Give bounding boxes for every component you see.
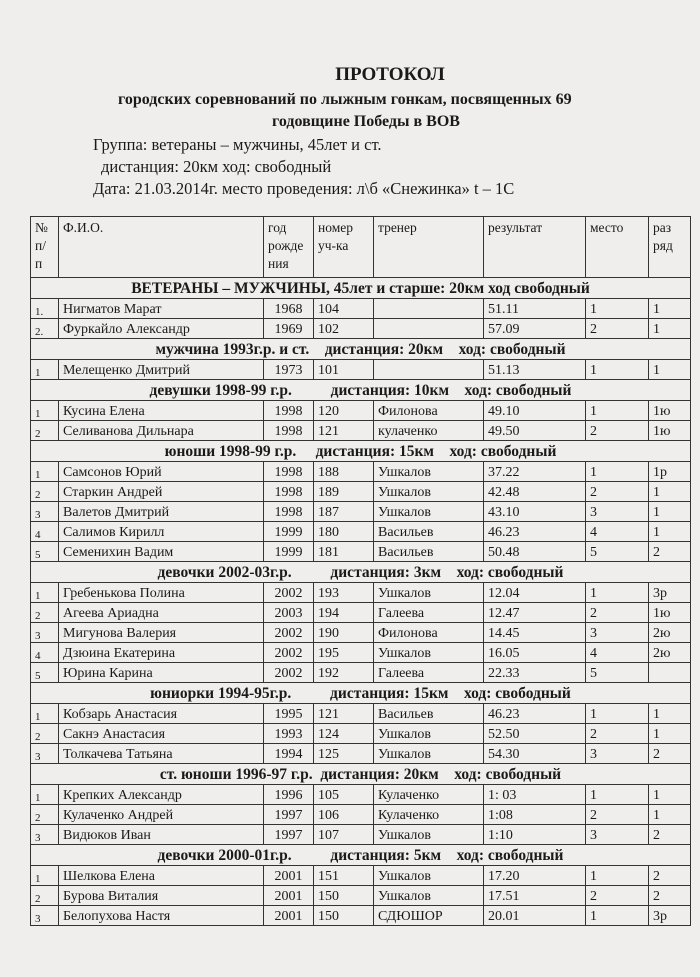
cell-result: 49.50 — [484, 421, 586, 441]
cell-place: 2 — [586, 724, 649, 744]
cell-bib: 106 — [314, 805, 374, 825]
cell-num: 2 — [31, 724, 59, 744]
cell-num: 2 — [31, 603, 59, 623]
cell-place: 1 — [586, 704, 649, 724]
table-row — [31, 785, 691, 805]
cell-name: Сакнэ Анастасия — [59, 724, 264, 744]
cell-result: 17.20 — [484, 866, 586, 886]
cell-coach: Филонова — [374, 401, 484, 421]
cell-year: 1968 — [264, 299, 314, 319]
cell-num: 4 — [31, 643, 59, 663]
cell-bib: 180 — [314, 522, 374, 542]
cell-name: Мелещенко Дмитрий — [59, 360, 264, 380]
cell-rank: 1 — [649, 360, 691, 380]
cell-bib: 120 — [314, 401, 374, 421]
cell-num: 1 — [31, 462, 59, 482]
cell-result: 52.50 — [484, 724, 586, 744]
cell-bib: 121 — [314, 421, 374, 441]
cell-place: 2 — [586, 421, 649, 441]
cell-year: 2001 — [264, 906, 314, 926]
table-row — [31, 825, 691, 845]
cell-place: 2 — [586, 319, 649, 339]
table-row — [31, 299, 691, 319]
group-title: ст. юноши 1996-97 г.р. дистанция: 20км ход: свободный — [31, 764, 691, 785]
cell-num: 3 — [31, 906, 59, 926]
cell-place: 2 — [586, 603, 649, 623]
table-row — [31, 866, 691, 886]
cell-year: 1997 — [264, 825, 314, 845]
cell-place: 1 — [586, 401, 649, 421]
cell-rank: 1 — [649, 502, 691, 522]
cell-name: Толкачева Татьяна — [59, 744, 264, 764]
cell-name: Юрина Карина — [59, 663, 264, 683]
table-row — [31, 663, 691, 683]
table-row — [31, 805, 691, 825]
cell-result: 20.01 — [484, 906, 586, 926]
cell-coach: кулаченко — [374, 421, 484, 441]
cell-place: 4 — [586, 522, 649, 542]
cell-rank: 1 — [649, 805, 691, 825]
cell-place: 3 — [586, 623, 649, 643]
table-row — [31, 462, 691, 482]
cell-rank: 1р — [649, 462, 691, 482]
cell-rank: 1ю — [649, 603, 691, 623]
cell-result: 14.45 — [484, 623, 586, 643]
cell-place: 1 — [586, 360, 649, 380]
cell-place: 1 — [586, 583, 649, 603]
cell-year: 1973 — [264, 360, 314, 380]
cell-coach — [374, 360, 484, 380]
cell-result: 1:08 — [484, 805, 586, 825]
cell-rank: 2 — [649, 825, 691, 845]
cell-result: 43.10 — [484, 502, 586, 522]
cell-place: 1 — [586, 906, 649, 926]
cell-num: 3 — [31, 502, 59, 522]
cell-name: Агеева Ариадна — [59, 603, 264, 623]
cell-place: 4 — [586, 643, 649, 663]
cell-coach: Галеева — [374, 663, 484, 683]
cell-bib: 193 — [314, 583, 374, 603]
cell-rank: 2ю — [649, 643, 691, 663]
cell-coach: Васильев — [374, 522, 484, 542]
cell-result: 57.09 — [484, 319, 586, 339]
col-bib-header: номер уч-ка — [314, 217, 374, 278]
cell-num: 5 — [31, 663, 59, 683]
cell-num: 1 — [31, 401, 59, 421]
cell-year: 1998 — [264, 482, 314, 502]
cell-coach: Ушкалов — [374, 502, 484, 522]
group-header-row — [31, 845, 691, 866]
table-row — [31, 319, 691, 339]
cell-year: 1998 — [264, 421, 314, 441]
col-name-header: Ф.И.О. — [59, 217, 264, 278]
cell-coach: Ушкалов — [374, 886, 484, 906]
group-title: девушки 1998-99 г.р. дистанция: 10км ход: свободный — [31, 380, 691, 401]
cell-coach: Ушкалов — [374, 744, 484, 764]
cell-bib: 151 — [314, 866, 374, 886]
cell-name: Кулаченко Андрей — [59, 805, 264, 825]
cell-rank: 2 — [649, 866, 691, 886]
cell-year: 2002 — [264, 583, 314, 603]
cell-bib: 125 — [314, 744, 374, 764]
cell-year: 1996 — [264, 785, 314, 805]
cell-rank: 2 — [649, 886, 691, 906]
cell-rank: 3р — [649, 583, 691, 603]
cell-year: 1993 — [264, 724, 314, 744]
cell-result: 37.22 — [484, 462, 586, 482]
group-header-row — [31, 562, 691, 583]
col-num-header: № п/ п — [31, 217, 59, 278]
cell-num: 1 — [31, 866, 59, 886]
cell-num: 3 — [31, 623, 59, 643]
cell-coach: Кулаченко — [374, 785, 484, 805]
cell-num: 1 — [31, 785, 59, 805]
cell-coach: Ушкалов — [374, 866, 484, 886]
table-row — [31, 542, 691, 562]
cell-name: Гребенькова Полина — [59, 583, 264, 603]
cell-rank: 1ю — [649, 401, 691, 421]
group-header-row — [31, 764, 691, 785]
cell-num: 2 — [31, 886, 59, 906]
cell-num: 1 — [31, 360, 59, 380]
cell-name: Дзюина Екатерина — [59, 643, 264, 663]
cell-year: 1999 — [264, 522, 314, 542]
cell-name: Крепких Александр — [59, 785, 264, 805]
cell-coach: Васильев — [374, 704, 484, 724]
cell-result: 51.11 — [484, 299, 586, 319]
distance-line: дистанция: 20км ход: свободный — [101, 157, 332, 176]
group-header-row — [31, 441, 691, 462]
cell-rank: 2ю — [649, 623, 691, 643]
group-line: Группа: ветераны – мужчины, 45лет и ст. — [93, 135, 382, 154]
table-row — [31, 886, 691, 906]
cell-num: 2 — [31, 421, 59, 441]
col-coach-header: тренер — [374, 217, 484, 278]
table-row — [31, 906, 691, 926]
cell-result: 1: 03 — [484, 785, 586, 805]
col-place-header: место — [586, 217, 649, 278]
cell-coach: СДЮШОР — [374, 906, 484, 926]
cell-result: 12.04 — [484, 583, 586, 603]
cell-rank: 2 — [649, 542, 691, 562]
cell-year: 1998 — [264, 401, 314, 421]
table-row — [31, 724, 691, 744]
cell-name: Видюков Иван — [59, 825, 264, 845]
cell-result: 12.47 — [484, 603, 586, 623]
cell-num: 2. — [31, 319, 59, 339]
cell-bib: 189 — [314, 482, 374, 502]
group-title: юноши 1998-99 г.р. дистанция: 15км ход: свободный — [31, 441, 691, 462]
cell-result: 46.23 — [484, 522, 586, 542]
cell-year: 1998 — [264, 502, 314, 522]
group-title: ВЕТЕРАНЫ – МУЖЧИНЫ, 45лет и старше: 20км ход свободный — [31, 278, 691, 299]
cell-bib: 124 — [314, 724, 374, 744]
cell-place: 2 — [586, 805, 649, 825]
cell-num: 1 — [31, 704, 59, 724]
cell-coach: Ушкалов — [374, 643, 484, 663]
cell-rank: 1 — [649, 724, 691, 744]
cell-place: 3 — [586, 502, 649, 522]
cell-coach — [374, 299, 484, 319]
cell-rank: 1 — [649, 299, 691, 319]
cell-bib: 107 — [314, 825, 374, 845]
group-title: девочки 2000-01г.р. дистанция: 5км ход: свободный — [31, 845, 691, 866]
cell-rank: 3р — [649, 906, 691, 926]
cell-year: 2003 — [264, 603, 314, 623]
cell-num: 1. — [31, 299, 59, 319]
cell-result: 16.05 — [484, 643, 586, 663]
cell-num: 2 — [31, 805, 59, 825]
cell-bib: 121 — [314, 704, 374, 724]
table-row — [31, 360, 691, 380]
cell-rank: 1 — [649, 785, 691, 805]
group-title: юниорки 1994-95г.р. дистанция: 15км ход: свободный — [31, 683, 691, 704]
group-header-row — [31, 278, 691, 299]
cell-coach: Ушкалов — [374, 462, 484, 482]
cell-bib: 105 — [314, 785, 374, 805]
cell-year: 2001 — [264, 866, 314, 886]
cell-year: 1998 — [264, 462, 314, 482]
cell-name: Селиванова Дильнара — [59, 421, 264, 441]
cell-place: 1 — [586, 462, 649, 482]
cell-bib: 150 — [314, 886, 374, 906]
cell-num: 4 — [31, 522, 59, 542]
cell-name: Белопухова Настя — [59, 906, 264, 926]
cell-rank: 1 — [649, 319, 691, 339]
cell-bib: 192 — [314, 663, 374, 683]
cell-result: 46.23 — [484, 704, 586, 724]
cell-year: 1997 — [264, 805, 314, 825]
cell-rank: 1 — [649, 522, 691, 542]
header-row — [31, 217, 691, 278]
cell-rank: 1 — [649, 482, 691, 502]
cell-place: 2 — [586, 886, 649, 906]
cell-result: 51.13 — [484, 360, 586, 380]
cell-year: 1994 — [264, 744, 314, 764]
cell-bib: 104 — [314, 299, 374, 319]
table-row — [31, 603, 691, 623]
cell-name: Семенихин Вадим — [59, 542, 264, 562]
cell-bib: 150 — [314, 906, 374, 926]
cell-num: 2 — [31, 482, 59, 502]
cell-bib: 181 — [314, 542, 374, 562]
table-row — [31, 643, 691, 663]
cell-name: Нигматов Марат — [59, 299, 264, 319]
cell-name: Салимов Кирилл — [59, 522, 264, 542]
cell-bib: 194 — [314, 603, 374, 623]
cell-bib: 188 — [314, 462, 374, 482]
table-row — [31, 583, 691, 603]
cell-coach: Ушкалов — [374, 825, 484, 845]
table-row — [31, 623, 691, 643]
subtitle-line-2: годовщине Победы в ВОВ — [272, 113, 460, 130]
cell-year: 1969 — [264, 319, 314, 339]
cell-name: Старкин Андрей — [59, 482, 264, 502]
cell-name: Кобзарь Анастасия — [59, 704, 264, 724]
cell-bib: 187 — [314, 502, 374, 522]
table-row — [31, 421, 691, 441]
cell-place: 5 — [586, 663, 649, 683]
cell-coach: Галеева — [374, 603, 484, 623]
subtitle-line-1: городских соревнований по лыжным гонкам, посвященных 69 — [118, 91, 572, 108]
cell-rank: 1 — [649, 704, 691, 724]
cell-year: 2002 — [264, 643, 314, 663]
cell-name: Валетов Дмитрий — [59, 502, 264, 522]
cell-result: 22.33 — [484, 663, 586, 683]
table-row — [31, 401, 691, 421]
cell-coach: Филонова — [374, 623, 484, 643]
group-header-row — [31, 683, 691, 704]
cell-place: 1 — [586, 866, 649, 886]
cell-coach: Ушкалов — [374, 583, 484, 603]
cell-result: 50.48 — [484, 542, 586, 562]
cell-place: 1 — [586, 785, 649, 805]
cell-name: Мигунова Валерия — [59, 623, 264, 643]
cell-num: 1 — [31, 583, 59, 603]
cell-name: Кусина Елена — [59, 401, 264, 421]
cell-num: 3 — [31, 825, 59, 845]
cell-num: 3 — [31, 744, 59, 764]
table-row — [31, 704, 691, 724]
col-rank-header: раз ряд — [649, 217, 691, 278]
cell-year: 1995 — [264, 704, 314, 724]
group-header-row — [31, 339, 691, 360]
table-row — [31, 482, 691, 502]
cell-year: 2001 — [264, 886, 314, 906]
cell-place: 3 — [586, 825, 649, 845]
cell-year: 2002 — [264, 623, 314, 643]
cell-rank: 1ю — [649, 421, 691, 441]
cell-coach: Кулаченко — [374, 805, 484, 825]
cell-coach: Васильев — [374, 542, 484, 562]
cell-result: 54.30 — [484, 744, 586, 764]
cell-name: Шелкова Елена — [59, 866, 264, 886]
cell-year: 1999 — [264, 542, 314, 562]
cell-coach: Ушкалов — [374, 724, 484, 744]
group-header-row — [31, 380, 691, 401]
cell-result: 1:10 — [484, 825, 586, 845]
cell-bib: 101 — [314, 360, 374, 380]
cell-coach: Ушкалов — [374, 482, 484, 502]
page-title: ПРОТОКОЛ — [335, 64, 445, 85]
date-line: Дата: 21.03.2014г. место проведения: л\б «Снежинка» t – 1С — [93, 179, 515, 198]
cell-place: 2 — [586, 482, 649, 502]
cell-bib: 195 — [314, 643, 374, 663]
cell-num: 5 — [31, 542, 59, 562]
cell-rank — [649, 663, 691, 683]
cell-place: 5 — [586, 542, 649, 562]
cell-bib: 190 — [314, 623, 374, 643]
table-row — [31, 522, 691, 542]
cell-name: Бурова Виталия — [59, 886, 264, 906]
group-title: девочки 2002-03г.р. дистанция: 3км ход: свободный — [31, 562, 691, 583]
group-title: мужчина 1993г.р. и ст. дистанция: 20км ход: свободный — [31, 339, 691, 360]
cell-name: Фуркайло Александр — [59, 319, 264, 339]
cell-rank: 2 — [649, 744, 691, 764]
cell-result: 42.48 — [484, 482, 586, 502]
cell-place: 1 — [586, 299, 649, 319]
cell-place: 3 — [586, 744, 649, 764]
cell-name: Самсонов Юрий — [59, 462, 264, 482]
results-table — [30, 216, 691, 926]
cell-coach — [374, 319, 484, 339]
table-row — [31, 744, 691, 764]
results-body — [31, 278, 691, 926]
table-row — [31, 502, 691, 522]
col-result-header: результат — [484, 217, 586, 278]
cell-result: 49.10 — [484, 401, 586, 421]
cell-year: 2002 — [264, 663, 314, 683]
col-year-header: год рожде ния — [264, 217, 314, 278]
cell-bib: 102 — [314, 319, 374, 339]
cell-result: 17.51 — [484, 886, 586, 906]
